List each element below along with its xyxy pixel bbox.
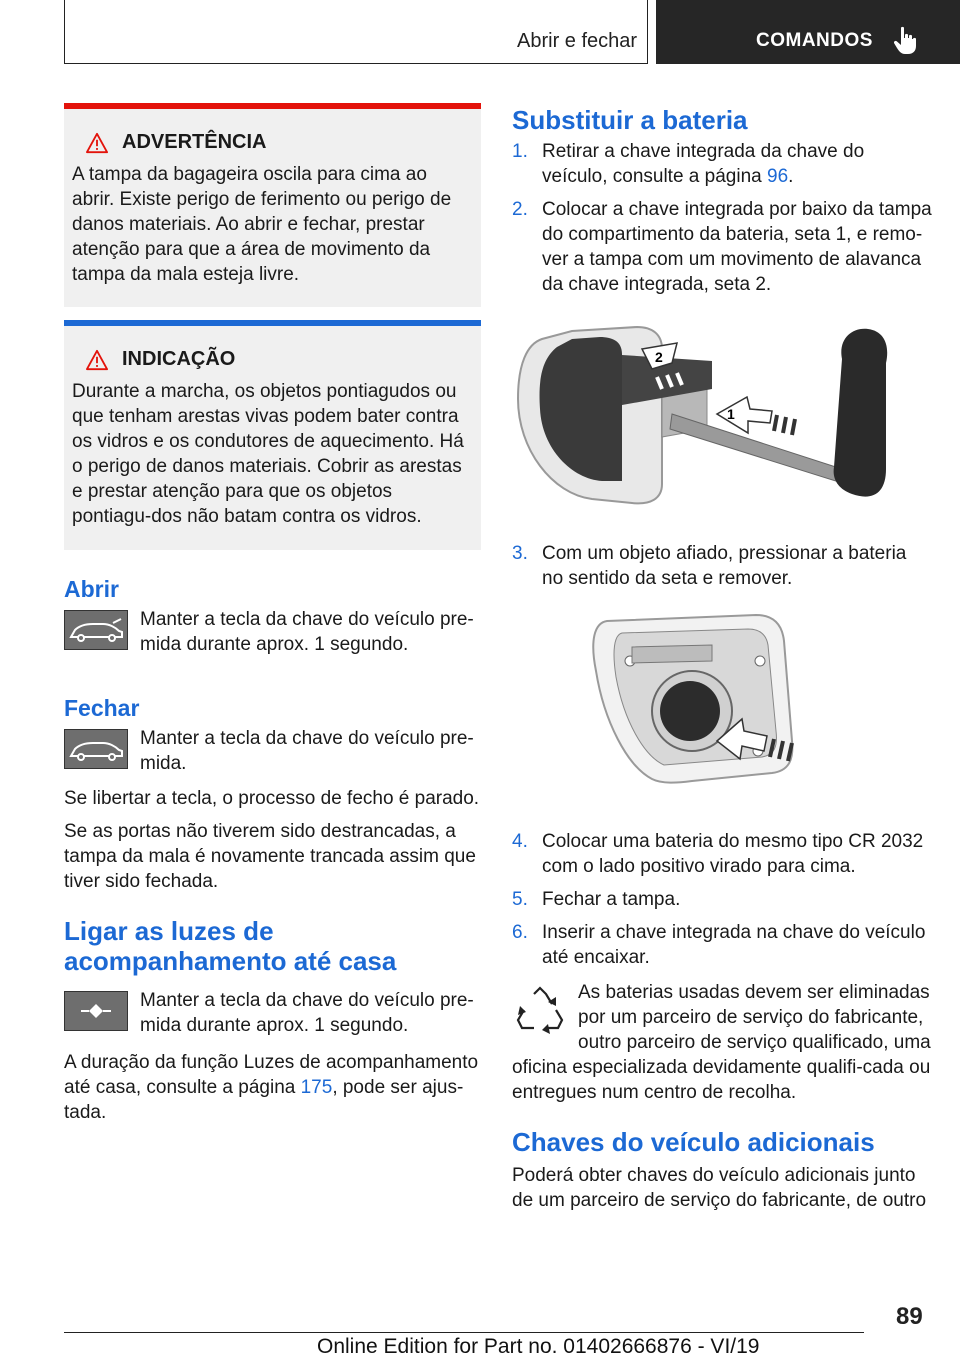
car-trunk-open-icon [64,610,128,650]
list-item [512,139,932,189]
step-number: 2. [512,199,528,220]
list-item [512,541,932,591]
recycle-text: As baterias usadas devem ser eliminadas por um parceiro de serviço do fabricante, outro parceiro de serviço qualificado, uma oficina especializada devidamente qualifi-cada ou entregues num centro de recolha. [512,982,931,1103]
heading-chaves-adicionais: Chaves do veículo adicionais [512,1127,875,1157]
hand-pointer-icon [894,26,916,54]
header-section-title: Abrir e fechar [517,30,638,52]
header-chapter-tab [656,0,960,64]
heading-abrir: Abrir [64,576,119,602]
diamond-key-icon [64,991,128,1031]
key-removal-illustration [512,319,932,519]
heading-luzes-line-2: acompanhamento até casa [64,946,397,976]
step-text: Inserir a chave integrada na chave do veículo até encaixar. [542,922,926,968]
step-text: Colocar uma bateria do mesmo tipo CR 2032 com o lado positivo virado para cima. [542,831,924,877]
key-fob-lever-image [512,319,932,519]
warning-title: ADVERTÊNCIA [122,131,267,153]
recycle-note [512,980,932,1105]
fechar-paragraph-1: Se libertar a tecla, o processo de fecho é parado. [64,788,480,809]
page-link-175[interactable]: 175 [300,1077,333,1098]
battery-steps-list [512,139,932,297]
footer-edition: Online Edition for Part no. 01402666876 - VI/19 [317,1335,760,1358]
fechar-row [64,726,481,776]
car-trunk-close-icon [64,729,128,769]
step-text: Com um objeto afiado, pressionar a bateria no sentido da seta e remover. [542,543,907,589]
heading-luzes-line-1: Ligar as luzes de [64,916,274,946]
list-item [512,920,932,970]
warning-triangle-icon [86,349,108,371]
luzes-text: Manter a tecla da chave do veículo pre-mida durante aprox. 1 segundo. [140,990,474,1036]
list-item [512,829,932,879]
heading-substituir-bateria: Substituir a bateria [512,105,748,135]
fechar-text: Manter a tecla da chave do veículo pre-mida. [140,728,474,774]
step-text-end: . [788,166,794,187]
step-number: 1. [512,141,528,162]
note-box [64,320,481,550]
step-text [542,139,932,189]
list-item [512,197,932,297]
recycle-icon [512,984,568,1040]
step-number: 4. [512,831,528,852]
luzes-paragraph [64,1050,481,1125]
note-text: Durante a marcha, os objetos pontiagudos ou que tenham arestas vivas podem bater contra os vidros e os condutores de aquecimento. Há o perigo de danos materiais. Cobrir as arestas e prestar atenção para que os objetos pontiagu-dos não batam contra os vidros. [72,381,464,527]
luzes-paragraph-text: A duração da função Luzes de acompanhamento até casa, consulte a página [64,1052,479,1098]
step-number: 5. [512,889,528,910]
left-column [64,103,481,1125]
fechar-paragraph-2: Se as portas não tiverem sido destrancadas, a tampa da mala é novamente trancada assim que tiver sido fechada. [64,821,476,892]
step-text: Fechar a tampa. [542,889,681,910]
battery-steps-list-3 [512,829,932,970]
note-title: INDICAÇÃO [122,348,236,370]
battery-compartment-illustration [512,601,932,801]
warning-text: A tampa da bagageira oscila para cima ao abrir. Existe perigo de ferimento ou perigo de danos materiais. Ao abrir e fechar, prestar atenção para que a área de movimento da tampa da mala esteja livre. [72,164,452,285]
step-text: Colocar a chave integrada por baixo da tampa do compartimento da bateria, seta 1, e remo-ver a tampa com um movimento de alavanca da chave integrada, seta 2. [542,199,932,295]
footer-divider [64,1332,864,1333]
header-chapter-title: COMANDOS [756,30,873,51]
battery-compartment-image [512,601,932,801]
warning-box [64,103,481,307]
chaves-text: Poderá obter chaves do veículo adicionais junto de um parceiro de serviço do fabricante, de outro [512,1165,927,1211]
page-number: 89 [896,1303,923,1330]
battery-steps-list-2 [512,541,932,591]
list-item [512,887,932,912]
abrir-text: Manter a tecla da chave do veículo pre-mida durante aprox. 1 segundo. [140,609,474,655]
arrow-label-1: 1 [727,406,735,422]
luzes-row [64,988,481,1038]
right-column [512,103,932,1213]
step-number: 6. [512,922,528,943]
arrow-label-2: 2 [655,349,663,365]
page-link-96[interactable]: 96 [767,166,789,187]
step-number: 3. [512,543,528,564]
heading-luzes [64,916,481,976]
luzes-paragraph-end: , pode ser ajus-tada. [64,1077,464,1123]
step-text-body: Retirar a chave integrada da chave do veículo, consulte a página [542,141,865,187]
warning-triangle-icon [86,132,108,154]
abrir-row [64,607,481,657]
heading-fechar: Fechar [64,695,140,721]
